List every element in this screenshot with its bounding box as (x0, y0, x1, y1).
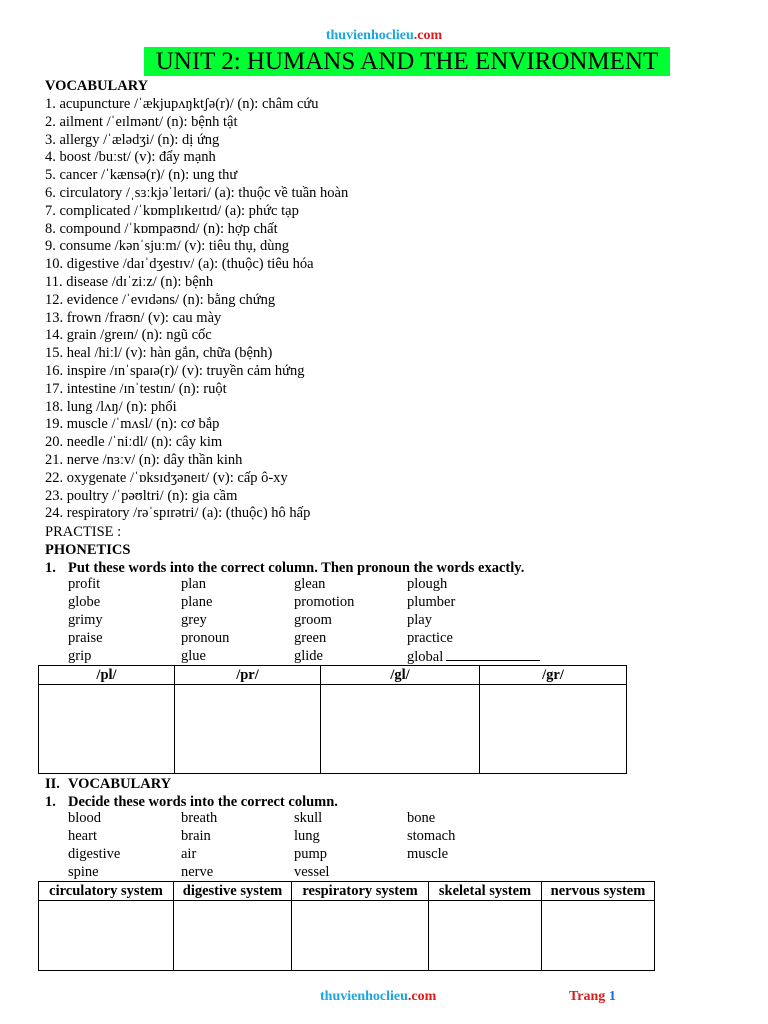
word-item (294, 828, 320, 845)
word-item (181, 630, 229, 647)
ex1-answer-table (38, 665, 627, 774)
ex2-number: 1. (45, 794, 56, 810)
column-header-skeletal: skeletal system (429, 882, 542, 901)
word-item (181, 576, 206, 593)
column-header-respiratory: respiratory system (292, 882, 429, 901)
ex1-instruction: Put these words into the correct column. Then pronoun the words exactly. (68, 560, 525, 576)
vocab-heading: VOCABULARY (45, 78, 149, 94)
word-item (407, 594, 455, 611)
vocab-item: 1. acupuncture /ˈækjupʌŋktʃə(r)/ (n): châm cứu (45, 96, 319, 112)
word-text: digestive (68, 846, 121, 862)
word-item (294, 612, 332, 629)
word-item (294, 810, 322, 827)
section2-heading: VOCABULARY (68, 776, 172, 792)
word-text: vessel (294, 864, 330, 880)
vocab-item: 19. muscle /ˈmʌsl/ (n): cơ bắp (45, 416, 220, 433)
vocab-item: 23. poultry /ˈpəʊltri/ (n): gia cầm (45, 487, 238, 504)
word-item (407, 648, 540, 666)
vocab-item: 24. respiratory /rəˈspɪrətri/ (a): (thuộc) hô hấp (45, 505, 311, 522)
word-text: promotion (294, 594, 355, 610)
word-item (68, 846, 120, 863)
word-text: grip (68, 648, 92, 664)
word-text: green (294, 630, 327, 646)
vocab-item: 20. needle /ˈniːdl/ (n): cây kim (45, 434, 223, 451)
vocab-item: 17. intestine /ɪnˈtestɪn/ (n): ruột (45, 380, 227, 397)
word-text: practice (407, 630, 453, 646)
column-header-gr: /gr/ (480, 666, 627, 685)
word-text: play (407, 612, 432, 628)
vocab-item: 2. ailment /ˈeɪlmənt/ (n): bệnh tật (45, 113, 238, 130)
vocab-item: 18. lung /lʌŋ/ (n): phổi (45, 398, 177, 415)
answer-cell[interactable] (292, 901, 429, 971)
column-header-gl: /gl/ (321, 666, 480, 685)
word-item (181, 810, 217, 827)
word-item (294, 864, 329, 881)
column-header-pl: /pl/ (39, 666, 175, 685)
word-text: spine (68, 864, 99, 880)
word-text: plough (407, 576, 448, 592)
word-item (407, 612, 432, 629)
practise-label: PRACTISE : (45, 524, 122, 540)
word-item (68, 612, 103, 629)
word-text: stomach (407, 828, 456, 844)
vocab-item: 15. heal /hiːl/ (v): hàn gắn, chữa (bệnh) (45, 345, 273, 362)
word-item (181, 594, 212, 611)
answer-cell[interactable] (321, 685, 480, 774)
word-item (294, 630, 326, 647)
page-number: Trang 1 (569, 989, 616, 1004)
word-item (181, 648, 206, 665)
vocab-item: 12. evidence /ˈevɪdəns/ (n): bằng chứng (45, 291, 276, 308)
column-header-nervous: nervous system (542, 882, 655, 901)
word-text: heart (68, 828, 97, 844)
vocab-item: 9. consume /kənˈsjuːm/ (v): tiêu thụ, dùng (45, 238, 290, 255)
word-item (407, 828, 455, 845)
answer-cell[interactable] (174, 901, 292, 971)
word-text: breath (181, 810, 218, 826)
answer-cell[interactable] (39, 685, 175, 774)
word-text: profit (68, 576, 101, 592)
word-item (68, 594, 100, 611)
word-item (181, 864, 213, 881)
word-text: praise (68, 630, 103, 646)
vocab-item: 5. cancer /ˈkænsə(r)/ (n): ung thư (45, 167, 238, 184)
word-text: pump (294, 846, 328, 862)
vocab-item: 10. digestive /daɪˈdʒestɪv/ (a): (thuộc) tiêu hóa (45, 256, 314, 273)
word-text: glean (294, 576, 326, 592)
word-text: glue (181, 648, 206, 664)
answer-cell[interactable] (542, 901, 655, 971)
vocab-item: 6. circulatory /ˌsɜːkjəˈleɪtəri/ (a): thuộc về tuần hoàn (45, 185, 349, 201)
answer-cell[interactable] (429, 901, 542, 971)
word-text: nerve (181, 864, 214, 880)
vocab-item: 7. complicated /ˈkɒmplɪkeɪtɪd/ (a): phức tạp (45, 202, 299, 219)
word-text: globe (68, 594, 101, 610)
page-title: UNIT 2: HUMANS AND THE ENVIRONMENT (144, 47, 670, 76)
word-item (407, 846, 448, 863)
word-text: grimy (68, 612, 103, 628)
word-text: blood (68, 810, 102, 826)
blank-line (446, 648, 540, 661)
word-text: air (181, 846, 197, 862)
column-header-digestive: digestive system (174, 882, 292, 901)
section2-number: II. (45, 776, 60, 792)
word-text: groom (294, 612, 332, 628)
ex2-answer-table (38, 881, 655, 971)
word-text: bone (407, 810, 436, 826)
answer-cell[interactable] (480, 685, 627, 774)
word-item (68, 810, 101, 827)
word-item (181, 828, 211, 845)
word-text: pronoun (181, 630, 230, 646)
word-text: brain (181, 828, 211, 844)
vocab-item: 3. allergy /ˈælədʒi/ (n): dị ứng (45, 131, 220, 148)
vocab-item: 4. boost /buːst/ (v): đẩy mạnh (45, 149, 216, 166)
word-item (294, 846, 327, 863)
phonetics-heading: PHONETICS (45, 542, 131, 558)
word-item (181, 612, 207, 629)
footer-site-name: thuvienhoclieu.com (320, 989, 437, 1004)
ex1-number: 1. (45, 560, 56, 576)
vocab-item: 16. inspire /ɪnˈspaɪə(r)/ (v): truyền cảm hứng (45, 363, 305, 379)
vocab-item: 8. compound /ˈkɒmpaʊnd/ (n): hợp chất (45, 220, 278, 237)
word-item (68, 648, 91, 665)
word-text: skull (294, 810, 323, 826)
word-text: plane (181, 594, 213, 610)
word-text: global (407, 649, 444, 665)
word-item (181, 846, 196, 863)
word-text: plumber (407, 594, 456, 610)
word-item (294, 648, 323, 665)
vocab-item: 11. disease /dɪˈziːz/ (n): bệnh (45, 274, 214, 290)
word-text: grey (181, 612, 207, 628)
word-item (68, 630, 103, 647)
word-item (68, 864, 99, 881)
word-item (407, 576, 447, 593)
header-site-name: thuvienhoclieu.com (325, 28, 443, 43)
vocab-item: 14. grain /greɪn/ (n): ngũ cốc (45, 327, 212, 344)
word-text: glide (294, 648, 323, 664)
word-text: plan (181, 576, 206, 592)
vocab-item: 13. frown /fraʊn/ (v): cau mày (45, 309, 222, 326)
word-item (68, 576, 100, 593)
word-text: lung (294, 828, 320, 844)
vocab-item: 21. nerve /nɜːv/ (n): dây thần kinh (45, 452, 243, 468)
answer-cell[interactable] (175, 685, 321, 774)
word-item (407, 630, 453, 647)
word-item (407, 810, 435, 827)
word-text: muscle (407, 846, 449, 862)
answer-cell[interactable] (39, 901, 174, 971)
vocab-item: 22. oxygenate /ˈɒksɪdʒəneɪt/ (v): cấp ô-xy (45, 469, 288, 486)
word-item (294, 594, 354, 611)
word-item (294, 576, 325, 593)
column-header-pr: /pr/ (175, 666, 321, 685)
column-header-circulatory: circulatory system (39, 882, 174, 901)
word-item (68, 828, 97, 845)
ex2-instruction: Decide these words into the correct column. (68, 794, 338, 810)
